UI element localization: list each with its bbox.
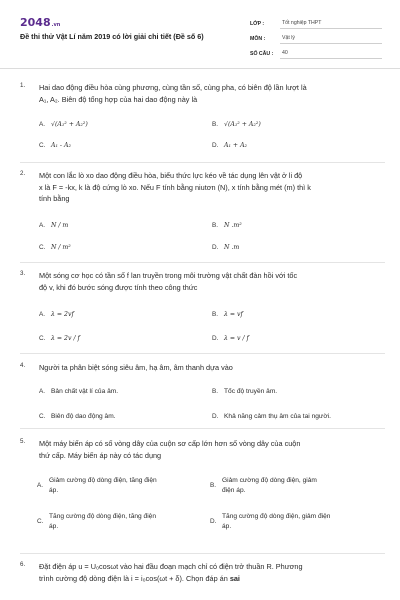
option-b[interactable] (210, 476, 375, 496)
question-text (39, 561, 384, 584)
question-number: 6. (20, 561, 26, 568)
header-divider (0, 68, 400, 69)
question-divider (20, 553, 385, 554)
question-line: Đặt điện áp u = U₀cosωt vào hai đầu đoạn mạch chỉ có điện trở thuần R. Phương (39, 562, 303, 571)
option-d[interactable] (212, 334, 249, 344)
option-text: N / m² (51, 244, 71, 251)
meta-label: SỐ CÂU : (250, 51, 274, 57)
option-text: Biên độ dao động âm. (51, 413, 116, 420)
option-text: √(A₁² + A₂²) (224, 121, 261, 128)
question-line: Một con lắc lò xo dao động điều hòa, biểu thức lực kéo về tác dụng lên vật ở li độ (39, 171, 303, 180)
option-letter: B. (212, 222, 219, 229)
question-number: 3. (20, 270, 26, 277)
option-letter: A. (37, 482, 44, 489)
option-letter: C. (39, 335, 46, 342)
option-a[interactable] (39, 310, 74, 320)
option-letter: A. (39, 311, 46, 318)
option-text: λ = vf (224, 311, 243, 318)
meta-row-subject (250, 29, 382, 44)
question-line: x là F = -kx, k là độ cứng lò xo. Nếu F tính bằng niutơn (N), x tính bằng mét (m) thì k (39, 182, 311, 192)
question-number: 2. (20, 170, 26, 177)
option-text: λ = v / f (224, 335, 249, 342)
option-c[interactable] (39, 243, 71, 253)
option-text: Bản chất vật lí của âm. (51, 388, 119, 395)
option-b[interactable] (212, 310, 243, 320)
meta-row-class (250, 14, 382, 29)
option-letter: D. (212, 335, 219, 342)
question-number: 4. (20, 362, 26, 369)
option-text (49, 512, 199, 532)
site-logo[interactable] (20, 16, 60, 29)
option-letter: A. (39, 121, 46, 128)
meta-label: MÔN : (250, 36, 266, 42)
option-text: λ = 2vf (51, 311, 74, 318)
option-letter: D. (212, 413, 219, 420)
option-letter: D. (212, 244, 219, 251)
option-text: N .m (224, 244, 240, 251)
option-c[interactable] (39, 334, 80, 344)
option-c[interactable] (39, 141, 71, 151)
option-line: Giảm cường độ dòng điện, tăng điện (49, 477, 157, 484)
option-text (222, 476, 372, 496)
option-letter: C. (39, 244, 46, 251)
question-divider (20, 162, 385, 163)
option-text: A₁ - A₂ (51, 142, 71, 149)
question-line: tính bằng (39, 194, 70, 203)
question-emphasis: sai (229, 573, 240, 583)
option-text: Khả năng cảm thụ âm của tai người. (224, 413, 331, 420)
option-b[interactable] (212, 120, 261, 130)
option-line: áp. (222, 523, 232, 530)
question-divider (20, 353, 385, 354)
option-line: điện áp. (222, 487, 246, 494)
logo-suffix: .vn (51, 22, 61, 28)
exam-title: Đề thi thử Vật Lí năm 2019 có lời giải chi tiết (Đề số 6) (20, 32, 204, 41)
question-line: Người ta phân biệt sóng siêu âm, hạ âm, âm thanh dựa vào (39, 363, 233, 372)
option-line: Tăng cường độ dòng điện, tăng điện (49, 513, 156, 520)
option-letter: D. (210, 518, 217, 525)
option-text (222, 512, 372, 532)
option-letter: B. (212, 388, 219, 395)
option-a[interactable] (37, 476, 202, 496)
question-text (39, 82, 384, 105)
option-d[interactable] (212, 141, 247, 151)
option-letter: A. (39, 388, 46, 395)
option-line: áp. (49, 523, 59, 530)
option-letter: C. (39, 413, 46, 420)
option-letter: B. (212, 311, 219, 318)
option-letter: A. (39, 222, 46, 229)
option-letter: C. (37, 518, 44, 525)
option-d[interactable] (212, 243, 239, 253)
option-text: N / m (51, 222, 69, 229)
option-text: √(A₁² + A₂²) (51, 121, 88, 128)
question-text (39, 438, 384, 461)
question-line: A₁, A₂. Biên độ tổng hợp của hai dao động này là (39, 94, 198, 104)
option-line: Tăng cường độ dòng điện, giảm điện (222, 513, 331, 520)
question-line: độ v, khi đó bước sóng được tính theo công thức (39, 282, 198, 292)
option-a[interactable] (39, 387, 118, 397)
option-line: Giảm cường độ dòng điện, giảm (222, 477, 317, 484)
option-letter: B. (210, 482, 217, 489)
logo-text: 2048 (20, 16, 51, 29)
option-letter: C. (39, 142, 46, 149)
question-text (39, 270, 384, 293)
option-text (49, 476, 199, 496)
question-number: 1. (20, 82, 26, 89)
question-divider (20, 428, 385, 429)
meta-value: Vật lý (280, 35, 382, 44)
option-c[interactable] (39, 412, 116, 422)
option-text: N .m² (224, 222, 242, 229)
question-text (39, 170, 384, 205)
question-line: Một máy biến áp có số vòng dây của cuộn sơ cấp lớn hơn số vòng dây của cuộn (39, 439, 301, 448)
option-a[interactable] (39, 120, 88, 130)
question-line: thứ cấp. Máy biến áp này có tác dụng (39, 450, 162, 460)
meta-value: 40 (280, 50, 382, 59)
meta-label: LỚP : (250, 21, 265, 27)
meta-row-count (250, 44, 382, 59)
question-text (39, 362, 384, 374)
question-line (39, 573, 384, 585)
option-b[interactable] (212, 221, 242, 231)
option-b[interactable] (212, 387, 277, 397)
exam-header (0, 0, 400, 70)
option-text: A₁ + A₂ (224, 142, 248, 149)
option-d[interactable] (212, 412, 331, 422)
question-number: 5. (20, 438, 26, 445)
option-a[interactable] (39, 221, 68, 231)
question-divider (20, 262, 385, 263)
exam-meta (250, 14, 382, 59)
option-line: áp. (49, 487, 59, 494)
option-letter: D. (212, 142, 219, 149)
question-line: Một sóng cơ học có tần số f lan truyền trong môi trường vật chất đàn hồi với tốc (39, 271, 298, 280)
option-text: Tốc độ truyền âm. (224, 388, 278, 395)
option-text: λ = 2v / f (51, 335, 80, 342)
option-c[interactable] (37, 512, 202, 532)
question-line: Hai dao động điều hòa cùng phương, cùng tần số, cùng pha, có biên độ lần lượt là (39, 83, 307, 92)
option-d[interactable] (210, 512, 375, 532)
meta-value: Tốt nghiệp THPT (280, 20, 382, 29)
question-line-text: trình cường độ dòng điện là i = i₀cos(ωt + δ). Chọn đáp án (39, 573, 228, 583)
option-letter: B. (212, 121, 219, 128)
